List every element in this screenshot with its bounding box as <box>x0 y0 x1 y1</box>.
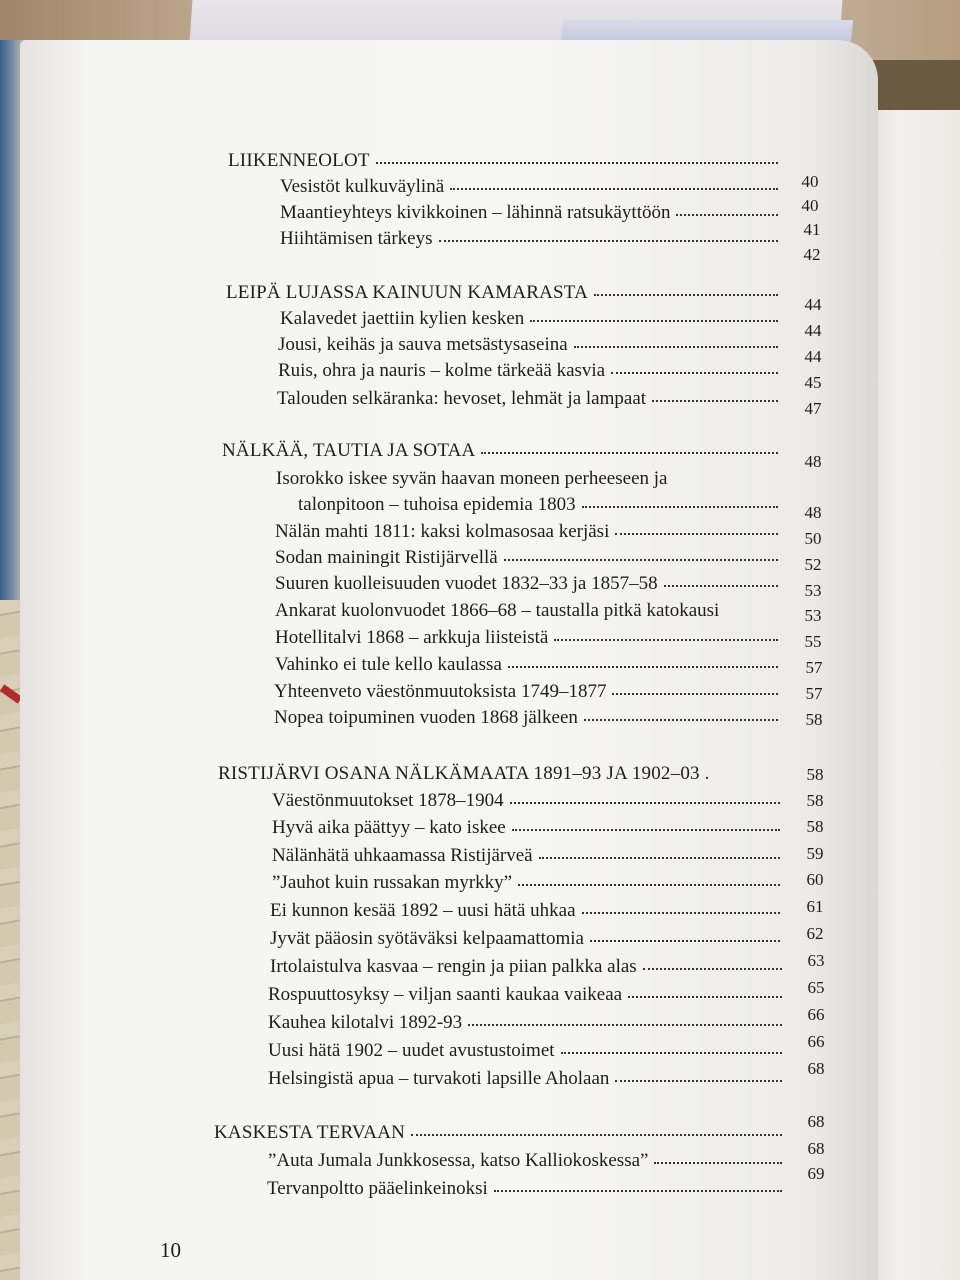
toc-page-number: 68 <box>807 1112 825 1131</box>
toc-section-title: KASKESTA TERVAAN <box>214 1122 782 1148</box>
toc-entry: Ankarat kuolonvuodet 1866–68 – taustalla pitkä katokausi <box>275 600 720 621</box>
toc-entry: Kauhea kilotalvi 1892-93 <box>268 1012 782 1038</box>
toc-section-title: RISTIJÄRVI OSANA NÄLKÄMAATA 1891–93 JA 1902–03 . <box>218 763 710 784</box>
toc-page-number: 58 <box>805 710 823 729</box>
toc-section-title: LIIKENNEOLOT <box>228 150 778 176</box>
toc-page-number: 48 <box>804 452 822 471</box>
toc-page-number: 69 <box>807 1164 825 1183</box>
toc-entry: Väestönmuutokset 1878–1904 <box>272 790 780 816</box>
toc-entry-continuation: talonpitoon – tuhoisa epidemia 1803 <box>298 494 778 520</box>
toc-page-number: 60 <box>806 870 824 889</box>
toc-entry: Vahinko ei tule kello kaulassa <box>275 654 778 680</box>
toc-page-number: 53 <box>804 606 822 625</box>
toc-entry: Hiihtämisen tärkeys <box>280 228 778 254</box>
toc-entry: Yhteenveto väestönmuutoksista 1749–1877 <box>274 681 778 707</box>
toc-entry: Jyvät pääosin syötäväksi kelpaamattomia <box>270 928 780 954</box>
page-number: 10 <box>160 1238 181 1262</box>
toc-page-number: 50 <box>804 529 822 548</box>
toc-entry: Rospuuttosyksy – viljan saanti kaukaa vaikeaa <box>268 984 782 1010</box>
toc-page-number: 59 <box>806 844 824 863</box>
toc-entry: ”Jauhot kuin russakan myrkky” <box>272 872 780 898</box>
toc-entry: Helsingistä apua – turvakoti lapsille Aholaan <box>268 1068 782 1094</box>
toc-page-number: 44 <box>804 321 822 340</box>
toc-entry: Suuren kuolleisuuden vuodet 1832–33 ja 1857–58 <box>275 573 778 599</box>
toc-page-number: 57 <box>805 684 823 703</box>
toc-page-number: 66 <box>807 1005 825 1024</box>
toc-page-number: 55 <box>804 632 822 651</box>
toc-page-number: 53 <box>804 581 822 600</box>
toc-page-number: 44 <box>804 295 822 314</box>
toc-page-number: 57 <box>805 658 823 677</box>
toc-entry: Isorokko iskee syvän haavan moneen perheeseen ja <box>276 468 668 489</box>
toc-entry: Hyvä aika päättyy – kato iskee <box>272 817 780 843</box>
toc-entry: Talouden selkäranka: hevoset, lehmät ja lampaat <box>277 388 778 414</box>
toc-page-number: 61 <box>806 897 824 916</box>
toc-page-number: 63 <box>807 951 825 970</box>
toc-entry: Nopea toipuminen vuoden 1868 jälkeen <box>274 707 778 733</box>
toc-entry: Irtolaistulva kasvaa – rengin ja piian palkka alas <box>270 956 782 982</box>
toc-page-number: 48 <box>804 503 822 522</box>
toc-page-number: 45 <box>804 373 822 392</box>
toc-section-title: NÄLKÄÄ, TAUTIA JA SOTAA <box>222 440 778 466</box>
toc-entry: Jousi, keihäs ja sauva metsästysaseina <box>278 334 778 360</box>
toc-page-number: 58 <box>806 791 824 810</box>
toc-entry: Tervanpoltto pääelinkeinoksi <box>267 1178 782 1204</box>
toc-entry: Nälän mahti 1811: kaksi kolmasosaa kerjäsi <box>275 521 778 547</box>
toc-page-number: 44 <box>804 347 822 366</box>
toc-entry: Nälänhätä uhkaamassa Ristijärveä <box>272 845 780 871</box>
toc-entry: Sodan mainingit Ristijärvellä <box>275 547 778 573</box>
toc-page-number: 41 <box>803 220 821 239</box>
toc-page-number: 52 <box>804 555 822 574</box>
toc-page-number: 68 <box>807 1139 825 1158</box>
toc-entry: Vesistöt kulkuväylinä <box>280 176 778 202</box>
toc-page-number: 62 <box>806 924 824 943</box>
toc-entry: Hotellitalvi 1868 – arkkuja liisteistä <box>275 627 778 653</box>
toc-page-number: 58 <box>806 817 824 836</box>
toc-entry: Uusi hätä 1902 – uudet avustustoimet <box>268 1040 782 1066</box>
toc-entry: Ei kunnon kesää 1892 – uusi hätä uhkaa <box>270 900 780 926</box>
toc-page-number: 40 <box>801 196 819 215</box>
toc-page-number: 40 <box>801 172 819 191</box>
toc-entry: Kalavedet jaettiin kylien kesken <box>280 308 778 334</box>
toc-entry: Maantieyhteys kivikkoinen – lähinnä ratsukäyttöön <box>280 202 778 228</box>
toc-page-number: 58 <box>806 765 824 784</box>
toc-entry: ”Auta Jumala Junkkosessa, katso Kalliokoskessa” <box>268 1150 782 1176</box>
toc-page-number: 66 <box>807 1032 825 1051</box>
toc-section-title: LEIPÄ LUJASSA KAINUUN KAMARASTA <box>226 282 778 308</box>
toc-page-number: 42 <box>803 245 821 264</box>
toc-page-number: 47 <box>804 399 822 418</box>
toc-entry: Ruis, ohra ja nauris – kolme tärkeää kasvia <box>278 360 778 386</box>
toc-page-number: 65 <box>807 978 825 997</box>
toc-page-number: 68 <box>807 1059 825 1078</box>
